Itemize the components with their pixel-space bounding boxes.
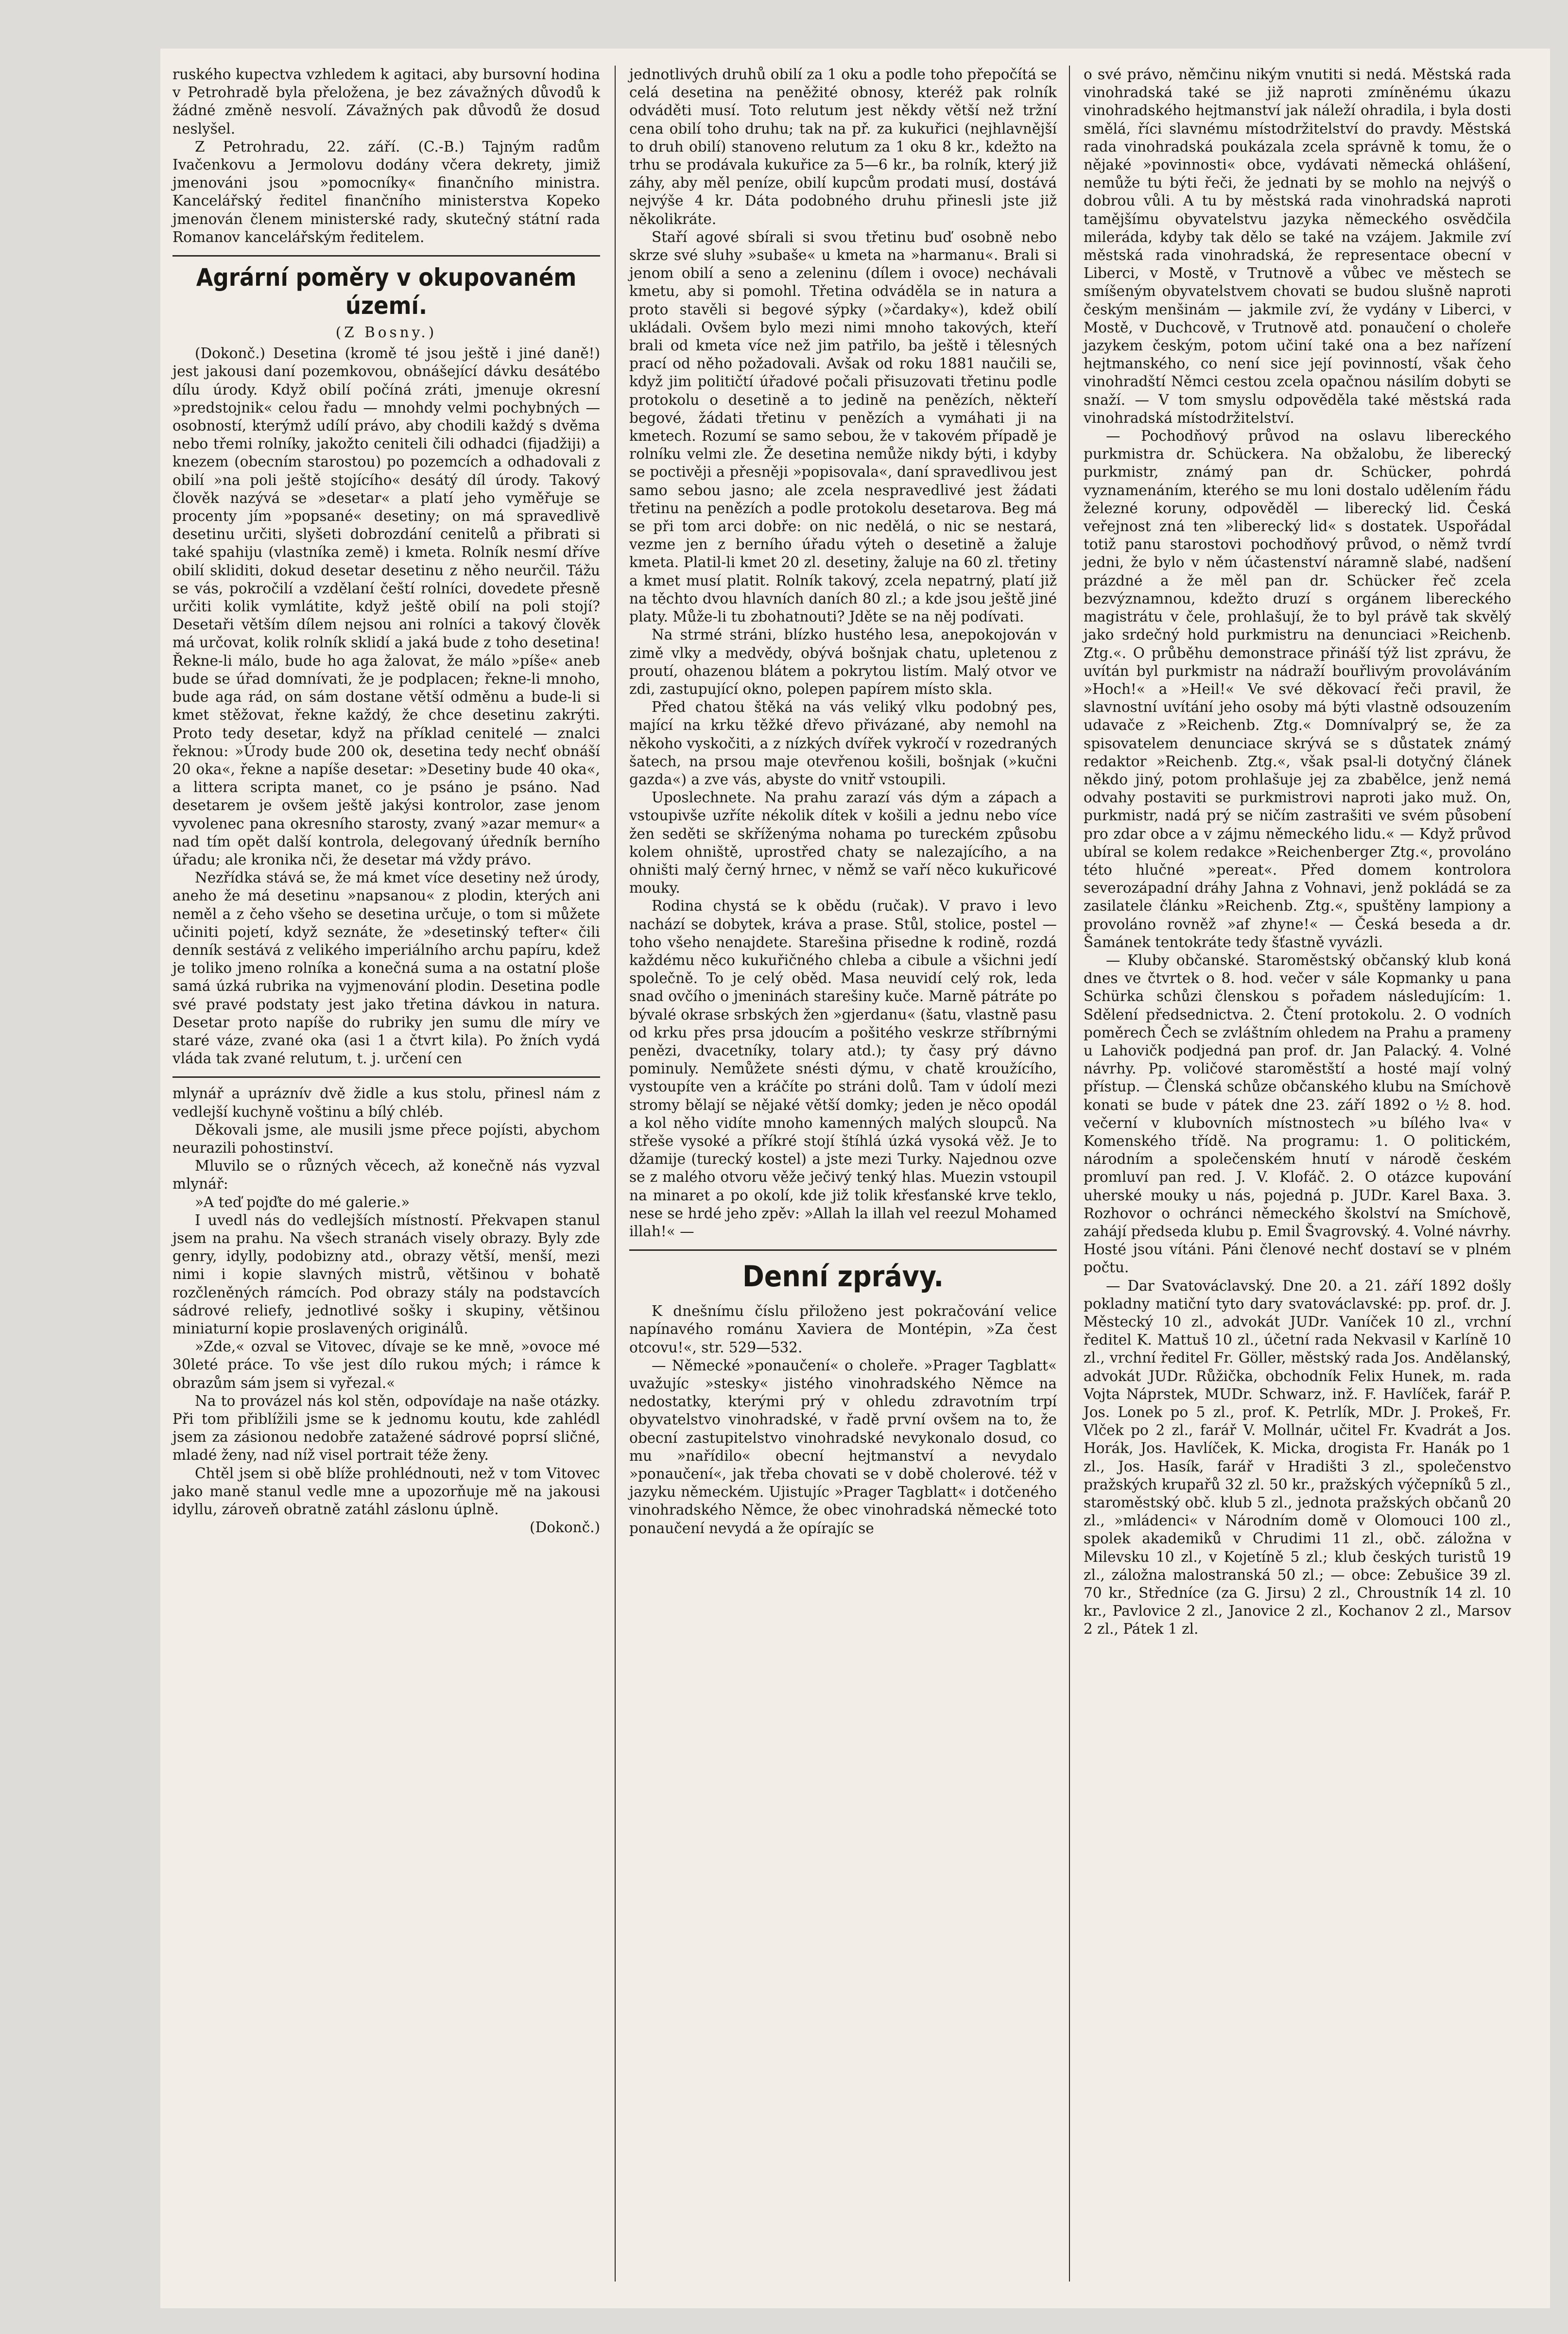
paragraph: mlynář a upráznív dvě židle a kus stolu, přinesl nám z vedlejší kuchyně voštinu a bílý chléb.: [172, 1085, 600, 1120]
column-rule: [1069, 66, 1070, 2282]
paragraph: »A teď pojďte do mé galerie.»: [195, 1193, 410, 1210]
newspaper-page: [160, 49, 1550, 2308]
section-heading: Denní zprávy.: [742, 1260, 944, 1294]
paragraph: — Německé »ponaučení« o choleře. »Prager Tagblatt« uvažujíc »stesky« jistého vinohradského Němce na nedostatky, kterými prý v ohledu zdravotním trpí obyvatelstvo vinohradské, v řadě první ovšem na to, že obecní zastupitelstvo vinohradské nevykonalo dosud, co mu »nařídilo« obecní hejtmanství a nevydalo »ponaučení«, jak třeba chovati se v době cholerové. též v jazyku německém. Ujistujíc »Prager Tagblatt« i dotčeného vinohradského Němce, že obec vinohradská německé toto ponaučení nevydá a že opírajíc se: [629, 1357, 1057, 1537]
paragraph: Chtěl jsem si obě blíže prohlédnouti, než v tom Vitovec jako maně stanul vedle mne a upozorňuje mě na jakousi idyllu, zároveň obratně zatáhl záslonu úplně.: [172, 1465, 600, 1518]
column-rule: [615, 66, 616, 2282]
column-1: [172, 66, 600, 1537]
paragraph: ruského kupectva vzhledem k agitaci, aby bursovní hodina v Petrohradě byla přeložena, je bez závažných důvodů k žádné změně nesvolí. Závažných pak důvodů že dosud neslyšel.: [172, 66, 600, 137]
paragraph: Nezřídka stává se, že má kmet více desetiny než úrody, aneho že má desetinu »napsanou« z plodin, kterých ani neměl a z čeho všeho se desetina určuje, o tom si můžete učiniti pojetí, když seznáte, že »desetinský tefter« čili denník sestává z velikého imperiálního archu papíru, kdež je toliko jmeno rolníka a konečná suma a na ostatní ploše samá úzká rubrika na vyjmenování plodin. Desetina podle své pravé podstaty jest jako třetina dávkou in natura. Desetar proto napíše do rubriky jen sumu dle míry ve staré váze, zvané oka (asi 1 a čtvrt kila). Po žních vydá vláda tak zvané relutum, t. j. určení cen: [172, 869, 600, 1067]
paragraph: K dnešnímu číslu přiloženo jest pokračování velice napínavého románu Xaviera de Montépin, »Za čest otcovu!«, str. 529—532.: [629, 1303, 1057, 1356]
paragraph: Rodina chystá se k obědu (ručak). V pravo i levo nachází se dobytek, kráva a prase. Stůl, stolice, postel — toho všeho nenajdete. Starešina přisedne k rodině, rozdá každému něco kukuřičného chleba a cibule a všichni jedí společně. To je celý oběd. Masa neuvidí celý rok, leda snad ovčího o jmeninách starešiny kuče. Marně pátráte po bývalé okrase srbských žen »gjerdanu« (šatu, vlastně pasu od krku přes prsa jdoucím a pošitého veskrze stříbrnými penězi, dvacetníky, tolary atd.); ty časy prý dávno pominuly. Nemůžete snésti dýmu, v chatě kroužícího, vystoupíte ven a kráčíte po stráni dolů. Tam v údolí mezi stromy bělají se nějaké větší domky; jeden je něco opodál a kol něho vidíte mnoho kamenných malých sloupců. Na střeše vysoké a příkré stojí štíhlá úzká vysoká věž. Je to džamije (turecký kostel) a jste mezi Turky. Najednou ozve se z malého otvoru věže ječivý tenký hlas. Muezin vstoupil na minaret a po okolí, kde již tolik křesťanské krve teklo, nese se hrdé jeho zpěv: »Allah la illah vel reezul Mohamed illah!« —: [629, 898, 1057, 1240]
continued-note: (Dokonč.): [530, 1519, 600, 1536]
paragraph: Mluvilo se o různých věcech, až konečně nás vyzval mlynář:: [172, 1158, 600, 1193]
paragraph: Uposlechnete. Na prahu zarazí vás dým a zápach a vstoupivše uzříte nékolik dítek v košili a jednu nebo více žen seděti se skříženýma nohama po tureckém způsobu kolem ohniště, uprostřed chaty se nalezajícího, a na ohništi malý černý hrnec, v němž se vaří něco kukuřicové mouky.: [629, 789, 1057, 897]
paragraph: Staří agové sbírali si svou třetinu buď osobně nebo skrze své sluhy »subaše« u kmeta na »harmanu«. Brali si jenom obilí a seno a zeleninu (dílem i ovoce) nechávali kmetu, aby si pomohl. Třetina odváděla se in natura a proto stavěli si begové sýpky (»čardaky«), kdež obilí ukládali. Ovšem bylo mezi nimi mnoho takových, kteří brali od kmeta více než jim patřilo, ba ještě i tělesných prací od něho požadovali. Avšak od roku 1881 naučili se, když jim političtí úřadové počali přisuzovati třetinu podle protokolu o desetině a to jedině na penězích, někteří begové, žádati třetinu v penězích a vymáhati ji na kmetech. Rozumí se samo sebou, že v takovém případě je rolníku velmi zle. Že desetina nemůže nikdy býti, i kdyby se poctivěji a přesněji »popisovala«, daní spravedlivou jest samo sebou jasno; ale zcela nespravedlivé jest žádati třetinu na penězích a podle protokolu desetarova. Beg má se při tom arci dobře: on nic nedělá, o nic se nestará, vezme jen z berního úřadu výteh o desetině a žaluje kmeta. Platil-li kmet 20 zl. desetiny, žaluje na 60 zl. třetiny a kmet musí platit. Rolník takový, zcela nepatrný, platí již na těchto dvou hlavních daních 80 zl.; a kde jsou ještě jiné platy. Může-li tu zbohatnouti? Jděte se na něj podívati.: [629, 228, 1057, 625]
paragraph: I uvedl nás do vedlejších místností. Překvapen stanul jsem na prahu. Na všech stranách visely obrazy. Byly zde genry, idylly, podobizny atd., obrazy větší, menší, mezi nimi i kopie slavných mistrů, většinou v bohatě rozčleněných rámcích. Pod obrazy stály na podstavcích sádrové reliefy, jednotlivé sošky i skupiny, většinou miniaturní kopie proslavených originálů.: [172, 1211, 600, 1337]
paragraph: — Pochodňový průvod na oslavu libereckého purkmistra dr. Schückera. Na obžalobu, že liberecký purkmistr, známý pan dr. Schücker, pohrdá vyznamenáním, kterého se mu loni dostalo udělením řádu železné koruny, odpověděl — liberecký lid. Česká veřejnost zná ten »liberecký lid« s dostatek. Uspořádal totiž panu starostovi pochodňový průvod, o němž tvrdí jedni, že bylo v něm účastenství náramně slabé, nadšení prázdné a že měl pan dr. Schücker řeč zcela bezvýznamnou, kdežto druzí s orgánem libereckého magistrátu v čele, prohlašují, že to byl právě tak skvělý jako srdečný hold purkmistru na denunciaci »Reichenb. Ztg.«. O průběhu demonstrace přináší týž list zprávu, že uvítán byl purkmistr na nádraží bouřlivým provoláváním »Hoch!« a »Heil!« Ve své děkovací řeči pravil, že slavnostní uvítání jeho osoby má býti vlastně odsouzením udavače z »Reichenb. Ztg.« Domnívalprý se, že za spisovatelem denunciace skrývá se s důstatek známý redaktor »Reichenb. Ztg.«, však psal-li dotyčný článek někdo jiný, potom prohlašuje jej za zbabělce, jenž nemá odvahy postaviti se purkmistrovi naproti jako muž. On, purkmistr, nadá prý se ničím zastrašiti ve svém působení pro zdar obce a v zájmu německého lidu.« — Když průvod ubíral se kolem redakce »Reichenberger Ztg.«, provoláno této hlučné »pereat«. Před domem kontrolora severozápadní dráhy Jahna z Vohnavi, jenž pokládá se za zasilatele článku »Reichenb. Ztg.«, spuštěny lampiony a provoláno rovněž »af zhyne!« — Česká beseda a dr. Šamánek tentokráte tedy šťastně vyvázli.: [1084, 428, 1511, 951]
paragraph: — Dar Svatováclavský. Dne 20. a 21. září 1892 došly pokladny matiční tyto dary svatováclavské: pp. prof. dr. J. Městecký 10 zl., advokát JUDr. Vaníček 10 zl., vrchní ředitel K. Mattuš 10 zl., účetní rada Nekvasil v Karlíně 10 zl., vrchní ředitel Fr. Göller, městský rada Jos. Andělanský, advokát JUDr. Růžička, obchodník Felix Hunek, m. rada Vojta Náprstek, MUDr. Schwarz, inž. F. Havlíček, farář P. Jos. Lonek po 5 zl., prof. K. Petrlík, MDr. J. Prokeš, Fr. Vlček po 2 zl., farář V. Mollnár, učitel Fr. Kvadrát a Jos. Horák, Jos. Havlíček, K. Micka, drogista Fr. Hanák po 1 zl., Jos. Hasík, farář v Hradišti 3 zl., společenstvo pražských krupařů 32 zl. 50 kr., pražských výčepníků 5 zl., staroměstský obč. klub 5 zl., jednota pražských občanů 20 zl., »mládenci« v Národním domě v Olomouci 100 zl., spolek akademiků v Chrudimi 11 zl., obč. záložna v Milevsku 10 zl., v Kojetíně 5 zl.; klub českých turistů 19 zl., záložna malostranská 50 zl.; — obce: Zebušice 39 zl. 70 kr., Středníce (za G. Jirsu) 2 zl., Chroustník 14 zl. 10 kr., Pavlovice 2 zl., Janovice 2 zl., Kochanov 2 zl., Marsov 2 zl., Pátek 1 zl.: [1084, 1277, 1511, 1638]
paragraph: Před chatou štěká na vás veliký vlku podobný pes, mající na krku těžké dřevo přivázané, aby nemohl na někoho vyskočiti, a z nízkých dvířek vykročí v rozedraných šatech, na prsou maje otevřenou košili, bošnjak (»kučni gazda«) a zve vás, abyste do vnitř vstoupili.: [629, 699, 1057, 788]
paragraph: — Kluby občanské. Staroměstský občanský klub koná dnes ve čtvrtek o 8. hod. večer v sále Kopmanky u pana Schürka schůzi členskou s pořadem následujícím: 1. Sdělení předsednictva. 2. Čtení protokolu. 2. O vodních poměrech Čech se zvláštním ohledem na Prahu a prameny u Lahovičk podjedná pan prof. dr. Jan Palacký. 4. Volné návrhy. Pp. voličové staroměstští a hosté mají volný přístup. — Členská schůze občanského klubu na Smíchově konati se bude v pátek dne 23. září 1892 o ½ 8. hod. večerní v klubovních místnostech »u bílého lva« v Komenského třídě. Na programu: 1. O politickém, národním a společenském hnutí v národě českém promluví pan red. J. V. Klofáč. 2. O otázce kupování uherské mouky u nás, pojedná p. JUDr. Karel Baxa. 3. Rozhovor o ochránci německého školství na Smíchově, zahájí předseda klubu p. Emil Švagrovský. 4. Volné návrhy. Hosté jsou vítáni. Páni členové nechť dostaví se v plném počtu.: [1084, 951, 1511, 1276]
column-2: [629, 66, 1057, 1538]
paragraph: jednotlivých druhů obilí za 1 oku a podle toho přepočítá se celá desetina na peněžité obnosy, kteréž pak rolník odváděti musí. Toto relutum jest někdy větší než tržní cena obilí toho druhu; tak na př. za kukuřici (nejhlavnější to druh obilí) stanoveno relutum za 1 oku 8 kr., kdežto na trhu se prodávala kukuřice za 5—6 kr., ba rolník, který již záhy, aby měl peníze, obilí kupcům prodati musí, dostává nejvýše 4 kr. Dáta podobného druhu přinesli jste již několikráte.: [629, 66, 1057, 227]
article-heading: Agrární poměry v okupovaném území.: [196, 263, 577, 320]
paragraph: Na strmé stráni, blízko hustého lesa, anepokojován v zimě vlky a medvědy, obývá bošnjak chatu, upletenou z proutí, ohazenou blátem a pokrytou listím. Malý otvor ve zdi, zastupující okno, polepen papírem místo skla.: [629, 626, 1057, 697]
paragraph: (Dokonč.) Desetina (kromě té jsou ještě i jiné daně!) jest jakousi daní pozemkovou, obnášející dávku desátébo dílu úrody. Když obilí počíná zráti, jmenuje okresní »predstojnik« celou řadu — mnohdy velmi pochybných — osobností, kterýmž udílí právo, aby chodili každý s dvěma nebo třemi rolníky, jakožto ceniteli čili odhadci (fijadžiji) a knezem (obecním starostou) po pozemcích a odhadovali z obilí »na poli ještě stojícího« desátý díl úrody. Takový člověk nazývá se »desetar« a platí jeho vyměřuje se procenty jím »popsané« desetiny; on má spravedlivě desetinu určiti, slyšeti dobrozdání cenitelů a přibrati si také spahiju (vlastníka země) i kmeta. Rolník nesmí dříve obilí skliditi, dokud desetar desetinu z něho neurčil. Tážu se vás, pokročilí a vzdělaní čeští rolníci, dovedete přesně určiti kolik vymlátite, když ještě obilí na poli stojí? Desetaři větším dílem nejsou ani rolníci a takový člověk má určovat, kolik rolník sklidí a jaká bude z toho desetina! Řekne-li málo, bude ho aga žalovat, že málo »píše« aneb bude se úřad domnívati, že je podplacen; řekne-li mnoho, bude aga rád, on sám dostane větší odměnu a bude-li si kmet stěžovat, řekne každý, že chce desetinu zakrýti. Proto tedy desetar, když na příklad cenitelé — znalci řeknou: »Úrody bude 200 ok, desetina tedy nechť obnáší 20 oka«, řekne a napíše desetar: »Desetiny bude 40 oka«, a littera scripta manet, co je psáno je psáno. Nad desetarem je ovšem ještě jakýsi kontrolor, zase jenom vyvolenec pana okresního starosty, zvaný »azar memur« a nad tím opět další kontrola, delegovaný úředník berního úřadu; ale kronika nči, že desetar má vždy právo.: [172, 345, 600, 868]
separator: [172, 1076, 600, 1078]
paragraph: »Zde,« ozval se Vitovec, dívaje se ke mně, »ovoce mé 30leté práce. To vše jest dílo rukou mých; i rámce k obrazům sám jsem si vyřezal.«: [172, 1338, 600, 1391]
paragraph: Z Petrohradu, 22. září. (C.-B.) Tajným radům Ivačenkovu a Jermolovu dodány včera dekrety, jimiž jmenováni jsou »pomocníky« finančního ministra. Kancelářský ředitel finančního ministerstva Kopeko jmenován členem ministerské rady, skutečný státní rada Romanov kancelářským ředitelem.: [172, 138, 600, 245]
column-3: [1084, 66, 1511, 1639]
separator: [172, 255, 600, 257]
separator: [629, 1249, 1057, 1251]
article-subheading: (Z Bosny.): [335, 324, 437, 341]
paragraph: o své právo, němčinu nikým vnutiti si nedá. Městská rada vinohradská také se již naproti zmíněnému úkazu vinohradského hejtmanství jak náleží ohradila, i byla dosti smělá, říci slavnému místodržitelství do pravdy. Městská rada vinohradská poukázala zcela správně k tomu, že o nějaké »povinnosti« obce, vydávati německá ohlášení, nemůže tu býti řeči, že jednati by se mohlo na nejvýš o dobrou vůli. A tu by městská rada vinohradská naproti tamějšímu obyvatelstvu jazyka německého osvědčila mileráda, kdyby tak dělo se také na vzájem. Jakmile zví městská rada vinohradská, že representace obecní v Liberci, v Mostě, v Trutnově a vůbec ve městech se smíšeným obyvatelstvem chovati se budou slušně naproti českým menšinám — jakmile zví, že vydány v Liberci, v Mostě, v Duchcově, v Trutnově atd. ponaučení o choleře jazykem českým, potom učiní také ona a bez nařízení hejtmanského, co není sice její povinností, však čeho vinohradští Němci cestou zcela opačnou násilím dobyti se snaží. — V tom smyslu odpověděla také městská rada vinohradská místodržitelství.: [1084, 66, 1511, 426]
paragraph: Na to provázel nás kol stěn, odpovídaje na naše otázky. Při tom přiblížili jsme se k jednomu koutu, kde zahlédl jsem za zásionou nedobře zatažené sádrové poprsí sličné, mladé ženy, nad níž visel portrait téže ženy.: [172, 1392, 600, 1464]
paragraph: Děkovali jsme, ale musili jsme přece pojísti, abychom neurazili pohostinství.: [172, 1121, 600, 1156]
